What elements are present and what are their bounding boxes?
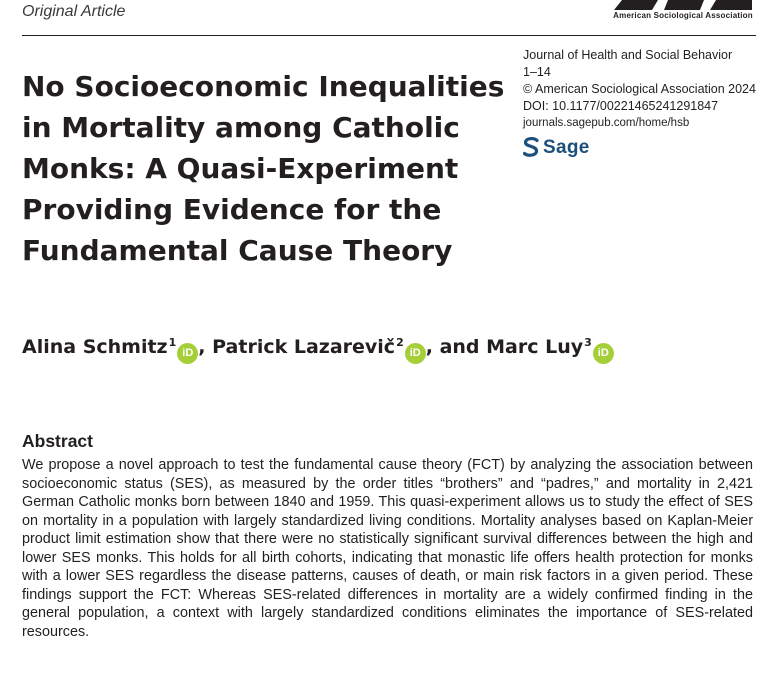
author-name: Patrick Lazarevič (212, 336, 396, 358)
author-affiliation: 3 (584, 336, 592, 349)
asa-logo-text: American Sociological Association (613, 11, 753, 20)
article-type-label: Original Article (22, 3, 126, 20)
journal-info (523, 47, 768, 157)
title-line: in Mortality among Catholic (22, 111, 460, 144)
author-list (22, 336, 614, 364)
sage-logo (523, 137, 768, 157)
orcid-icon[interactable]: iD (405, 343, 426, 364)
article-title (22, 66, 522, 271)
journal-name: Journal of Health and Social Behavior (523, 48, 733, 62)
sage-s-icon (523, 137, 539, 157)
author-affiliation: 2 (396, 336, 404, 349)
orcid-icon[interactable]: iD (177, 343, 198, 364)
title-line: No Socioeconomic Inequalities (22, 70, 505, 103)
doi[interactable]: DOI: 10.1177/00221465241291847 (523, 99, 719, 113)
title-line: Fundamental Cause Theory (22, 234, 453, 267)
sage-wordmark: Sage (543, 136, 590, 158)
author-name: Alina Schmitz (22, 336, 168, 358)
header-rule (22, 35, 756, 36)
abstract-text: We propose a novel approach to test the fundamental cause theory (FCT) by analyzing the association between socioeconomic status (SES), as measured by the order titles “brothers” and “padres,” and mortality in 2,421 German Catholic monks born between 1840 and 1959. This quasi-experiment allows us to study the effect of SES on mortality in a population with largely standardized living conditions. Mortality analyses based on Kaplan-Meier product limit estimation show that there were no statistically significant survival differences between the high and lower SES monks. This holds for all birth cohorts, indicating that monastic life offers health protection for monks with a lower SES regardless the disease patterns, causes of death, or main risk factors in a given period. These findings support the FCT: Whereas SES-related differences in mortality are a widely confirmed finding in the general population, a context with largely standardized conditions eliminates the importance of SES-related resources. (22, 457, 753, 640)
page-range: 1–14 (523, 65, 551, 79)
title-line: Providing Evidence for the (22, 193, 442, 226)
author-separator: , (198, 336, 213, 358)
abstract-heading: Abstract (22, 431, 93, 451)
author-separator: , and (425, 336, 487, 358)
orcid-icon[interactable]: iD (593, 343, 614, 364)
asa-logo (612, 0, 754, 26)
asa-logo-mark (612, 0, 754, 10)
journal-url[interactable]: journals.sagepub.com/home/hsb (523, 117, 690, 129)
title-line: Monks: A Quasi-Experiment (22, 152, 459, 185)
author-affiliation: 1 (168, 336, 177, 349)
author-name: Marc Luy (486, 336, 584, 358)
copyright-line: © American Sociological Association 2024 (523, 82, 756, 96)
